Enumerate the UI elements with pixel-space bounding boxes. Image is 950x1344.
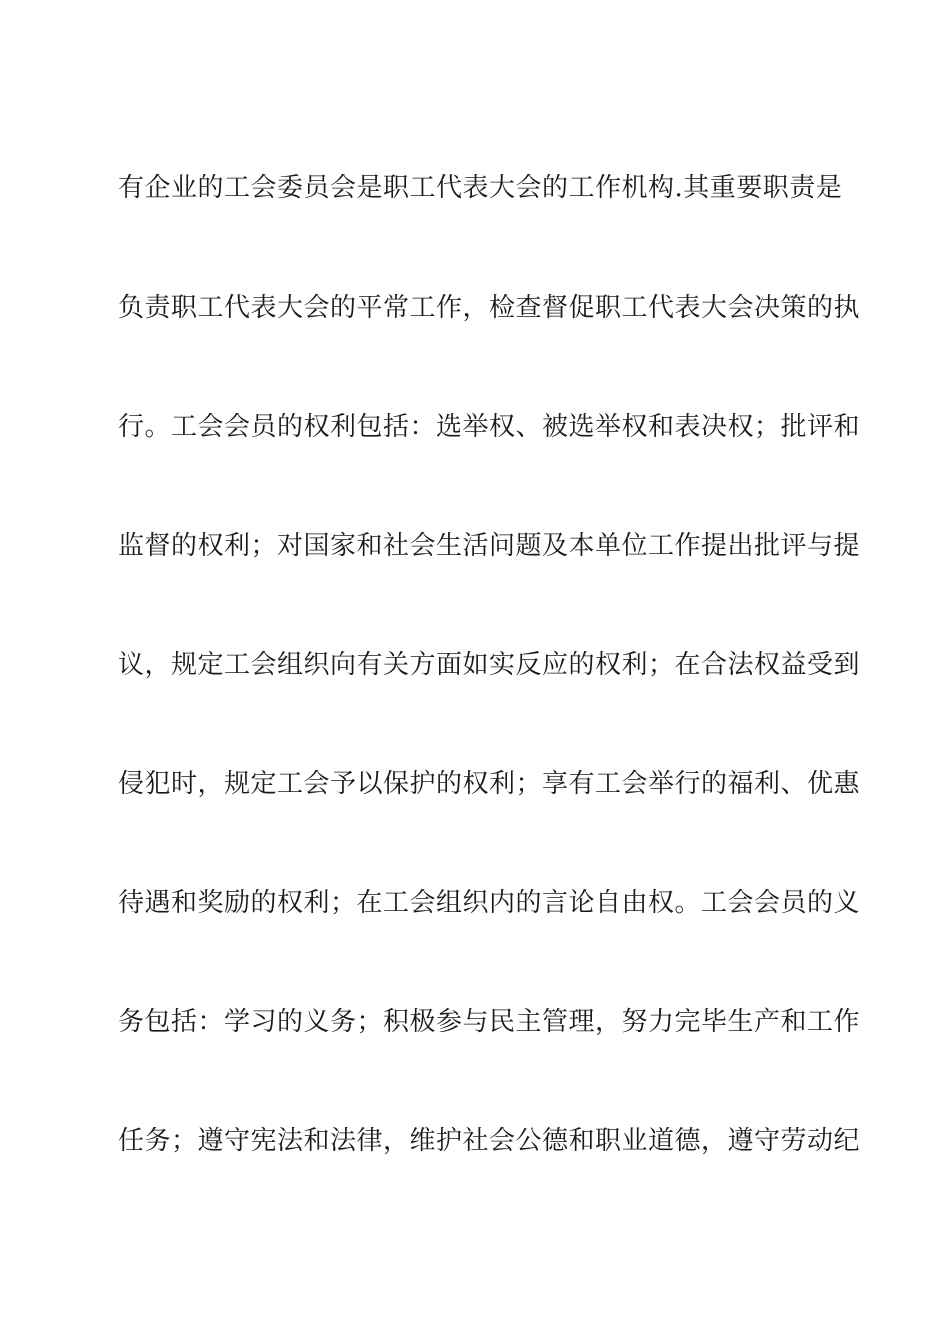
paragraph-line-7: 待遇和奖励的权利；在工会组织内的言论自由权。工会会员的义	[118, 888, 861, 918]
paragraph-line-8: 务包括：学习的义务；积极参与民主管理，努力完毕生产和工作	[118, 1007, 861, 1037]
paragraph-line-5: 议，规定工会组织向有关方面如实反应的权利；在合法权益受到	[118, 650, 861, 680]
paragraph-line-1: 有企业的工会委员会是职工代表大会的工作机构.其重要职责是	[118, 173, 843, 203]
paragraph-line-4: 监督的权利；对国家和社会生活问题及本单位工作提出批评与提	[118, 531, 861, 561]
paragraph-line-6: 侵犯时，规定工会予以保护的权利；享有工会举行的福利、优惠	[118, 769, 861, 799]
paragraph-line-2: 负责职工代表大会的平常工作，检查督促职工代表大会决策的执	[118, 293, 861, 323]
paragraph-line-9: 任务；遵守宪法和法律，维护社会公德和职业道德，遵守劳动纪	[118, 1126, 861, 1156]
paragraph-line-3: 行。工会会员的权利包括：选举权、被选举权和表决权；批评和	[118, 412, 861, 442]
